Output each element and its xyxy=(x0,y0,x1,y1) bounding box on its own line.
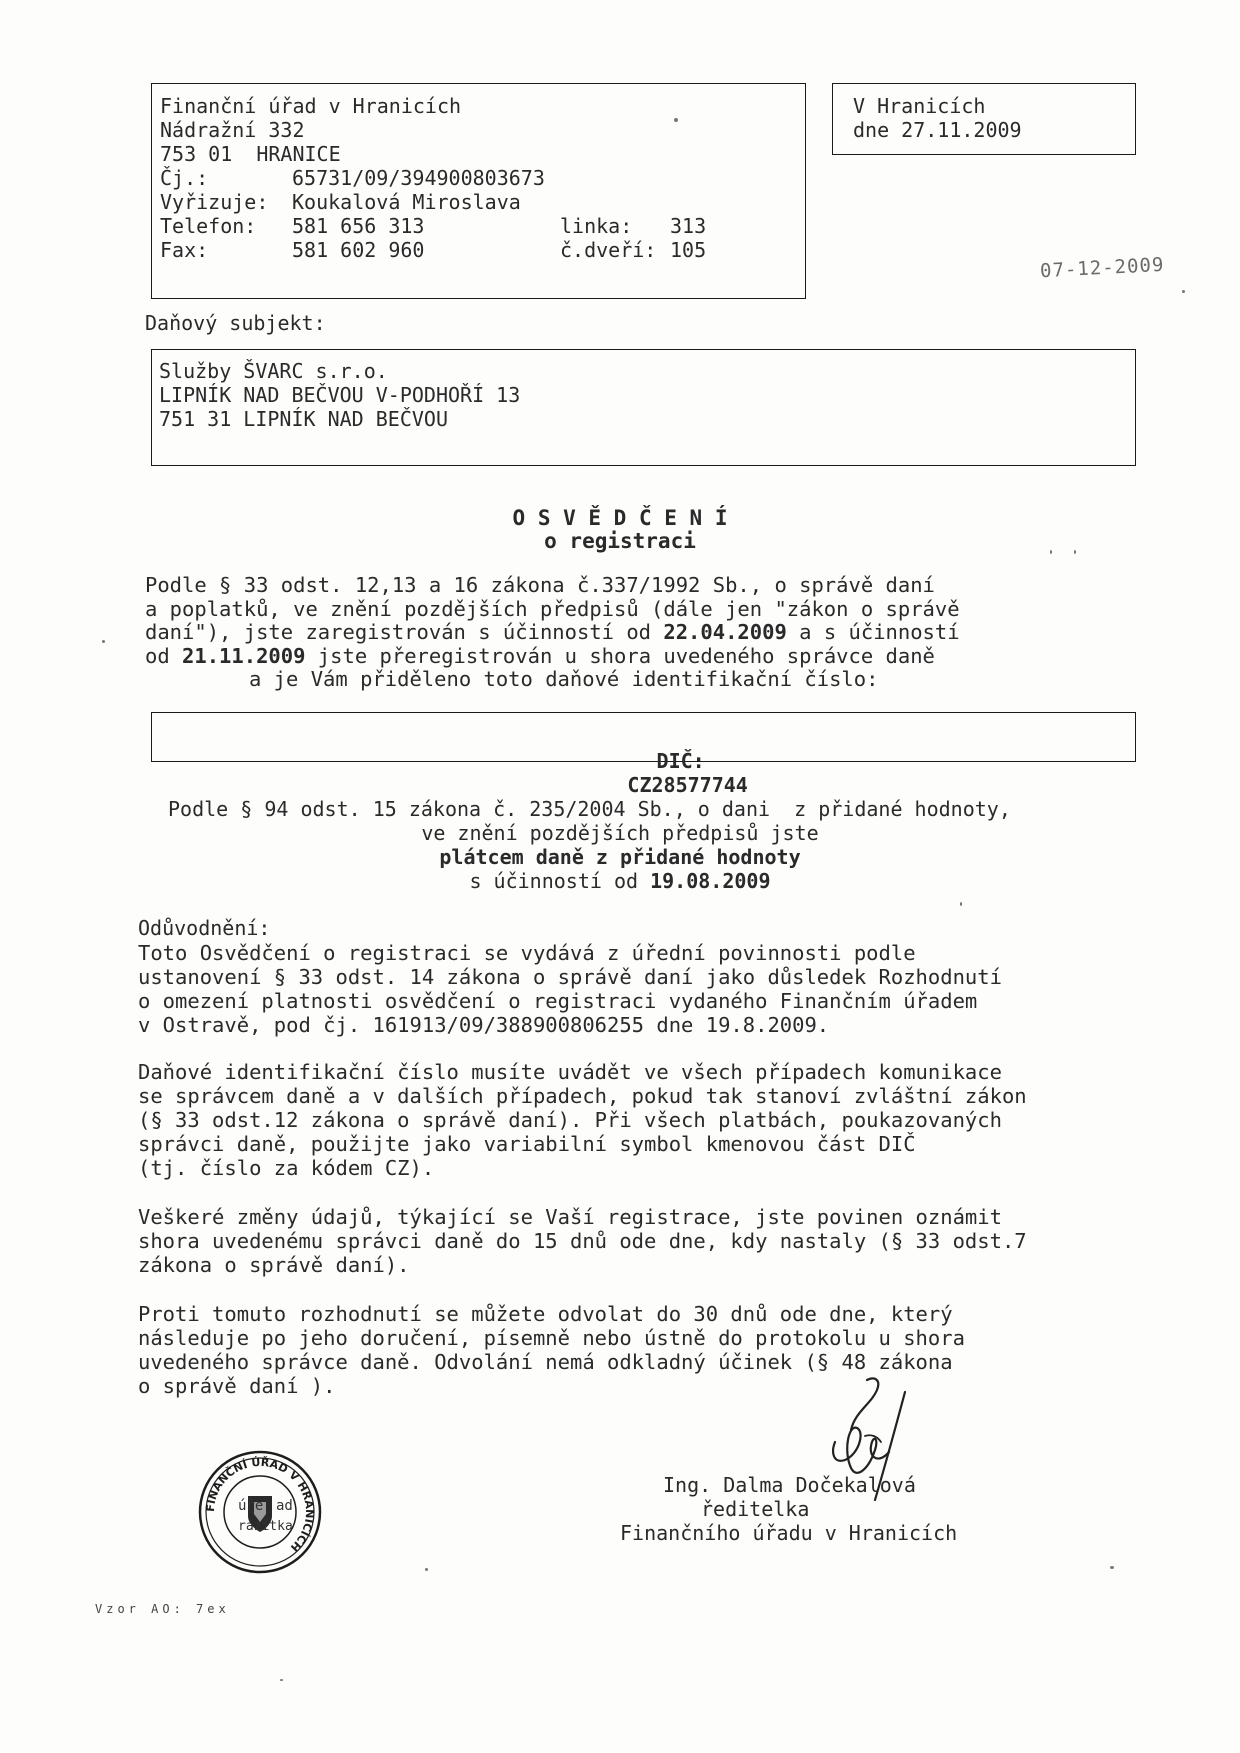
intro-line-5: a je Vám přiděleno toto daňové identifikační číslo: xyxy=(249,667,879,691)
seal-center-right: ad xyxy=(276,1498,293,1514)
registration-date: 22.04.2009 xyxy=(663,620,787,644)
vat-line-2: ve znění pozdějších předpisů jste xyxy=(421,821,819,845)
vat-effective-date: 19.08.2009 xyxy=(650,869,771,893)
scan-speck xyxy=(102,640,105,643)
vat-line-1: Podle § 94 odst. 15 zákona č. 235/2004 Sb., o dani z přidané hodnoty, xyxy=(168,797,1011,821)
office-street: Nádražní 332 xyxy=(160,118,305,142)
subject-name: Služby ŠVARC s.r.o. xyxy=(159,359,388,383)
changes-paragraph xyxy=(138,1205,1027,1277)
intro-paragraph xyxy=(145,574,1060,692)
intro-text: od xyxy=(145,643,183,668)
phone-value: 581 656 313 xyxy=(292,214,425,238)
received-stamp: 07-12-2009 xyxy=(1039,253,1165,283)
ref-row xyxy=(160,166,706,190)
paragraph-line: (§ 33 odst.12 zákona o správě daní). Při všech platbách, poukazovaných xyxy=(138,1108,1002,1132)
reasoning-line: o omezení platnosti osvědčení o registraci vydaného Finančním úřadem xyxy=(138,989,978,1013)
signatory-role: ředitelka xyxy=(701,1497,810,1521)
official-seal xyxy=(198,1450,322,1574)
paragraph-line: Proti tomuto rozhodnutí se můžete odvolat do 30 dnů ode dne, který xyxy=(138,1302,953,1326)
paragraph-line: se správcem daně a v dalších případech, pokud tak stanoví zvláštní zákon xyxy=(138,1084,1027,1108)
scan-speck xyxy=(1182,290,1185,293)
vat-line-4 xyxy=(0,869,1240,893)
ext-value: 313 xyxy=(670,214,707,238)
place: V Hranicích xyxy=(853,94,986,118)
ref-value: 65731/09/394900803673 xyxy=(292,166,545,190)
fax-label: Fax: xyxy=(160,238,209,262)
fax-value: 581 602 960 xyxy=(292,238,425,262)
reasoning-line: Toto Osvědčení o registraci se vydává z úřední povinnosti podle xyxy=(138,941,916,965)
reasoning-line: ustanovení § 33 odst. 14 zákona o správě daní jako důsledek Rozhodnutí xyxy=(138,965,1002,989)
intro-text: daní"), jste zaregistrován s účinností od xyxy=(145,620,664,644)
subject-box xyxy=(151,349,1136,466)
dic-value: CZ28577744 xyxy=(627,773,748,797)
place-date-box xyxy=(832,83,1136,155)
scan-speck xyxy=(674,118,678,122)
scan-speck xyxy=(1050,550,1052,554)
paragraph-line: uvedeného správce daně. Odvolání nemá odkladný účinek (§ 48 zákona xyxy=(138,1350,953,1374)
paragraph-line: následuje po jeho doručení, písemně nebo ústně do protokolu u shora xyxy=(138,1326,965,1350)
scan-speck xyxy=(960,902,962,906)
document-title: O S V Ě D Č E N Í xyxy=(512,506,728,530)
subject-label: Daňový subjekt: xyxy=(145,311,326,335)
paragraph-line: zákona o správě daní). xyxy=(138,1253,410,1277)
scan-speck xyxy=(1110,1566,1114,1569)
ref-label: Čj.: xyxy=(160,166,209,190)
form-code: Vzor AO: 7ex xyxy=(95,1602,230,1616)
subject-address-1: LIPNÍK NAD BEČVOU V-PODHOŘÍ 13 xyxy=(159,383,521,407)
seal-ring-text: FINANČNÍ ÚŘAD V HRANICÍCH xyxy=(203,1455,317,1555)
seal-center-bottom: razítka xyxy=(238,1519,293,1534)
handler-row xyxy=(160,190,706,214)
phone-label: Telefon: xyxy=(160,214,257,238)
scan-speck xyxy=(280,1679,283,1681)
scan-speck xyxy=(1074,550,1076,554)
intro-line-4 xyxy=(145,645,1060,669)
intro-line-2: a poplatků, ve znění pozdějších předpisů (dále jen "zákon o správě xyxy=(145,596,960,621)
office-name: Finanční úřad v Hranicích xyxy=(160,94,462,118)
scan-speck xyxy=(425,1568,428,1571)
fax-row xyxy=(160,238,706,262)
reasoning-line: v Ostravě, pod čj. 161913/09/388900806255 dne 19.8.2009. xyxy=(138,1013,830,1037)
reasoning-label: Odůvodnění: xyxy=(138,916,271,940)
reregistration-date: 21.11.2009 xyxy=(182,643,306,668)
document-subtitle: o registraci xyxy=(544,529,696,553)
office-city: 753 01 HRANICE xyxy=(160,142,341,166)
handler-label: Vyřizuje: xyxy=(160,190,269,214)
paragraph-line: Daňové identifikační číslo musíte uvádět ve všech případech komunikace xyxy=(138,1060,1002,1084)
dic-label: DIČ: xyxy=(656,749,705,773)
signatory-office: Finančního úřadu v Hranicích xyxy=(620,1521,958,1545)
signatory-name: Ing. Dalma Dočekalová xyxy=(663,1473,916,1497)
seal-center-left: úře xyxy=(238,1498,264,1514)
paragraph-line: (tj. číslo za kódem CZ). xyxy=(138,1156,435,1180)
door-value: 105 xyxy=(670,238,707,262)
reasoning-paragraph xyxy=(138,941,1002,1037)
dic-usage-paragraph xyxy=(138,1060,1027,1180)
vat-text: s účinností od xyxy=(469,869,651,893)
dic-box xyxy=(151,712,1136,797)
paragraph-line: shora uvedenému správci daně do 15 dnů ode dne, kdy nastaly (§ 33 odst.7 xyxy=(138,1229,1027,1253)
paragraph-line: Veškeré změny údajů, týkající se Vaší registrace, jste povinen oznámit xyxy=(138,1205,1002,1229)
paragraph-line: správci daně, použijte jako variabilní symbol kmenovou část DIČ xyxy=(138,1132,916,1156)
office-box xyxy=(151,83,806,299)
intro-text: a s účinností xyxy=(786,620,960,644)
door-label: č.dveří: xyxy=(560,238,657,262)
intro-text: jste přeregistrován u shora uvedeného správce daně xyxy=(305,643,935,668)
intro-line-3 xyxy=(145,621,1060,645)
intro-line-1: Podle § 33 odst. 12,13 a 16 zákona č.337/1992 Sb., o správě daní xyxy=(145,573,935,597)
issue-date: dne 27.11.2009 xyxy=(853,118,1022,142)
phone-row xyxy=(160,214,706,238)
ext-label: linka: xyxy=(560,214,633,238)
handler-value: Koukalová Miroslava xyxy=(292,190,521,214)
vat-payer-status: plátcem daně z přidané hodnoty xyxy=(439,845,801,869)
subject-address-2: 751 31 LIPNÍK NAD BEČVOU xyxy=(159,407,448,431)
paragraph-line: o správě daní ). xyxy=(138,1374,336,1398)
